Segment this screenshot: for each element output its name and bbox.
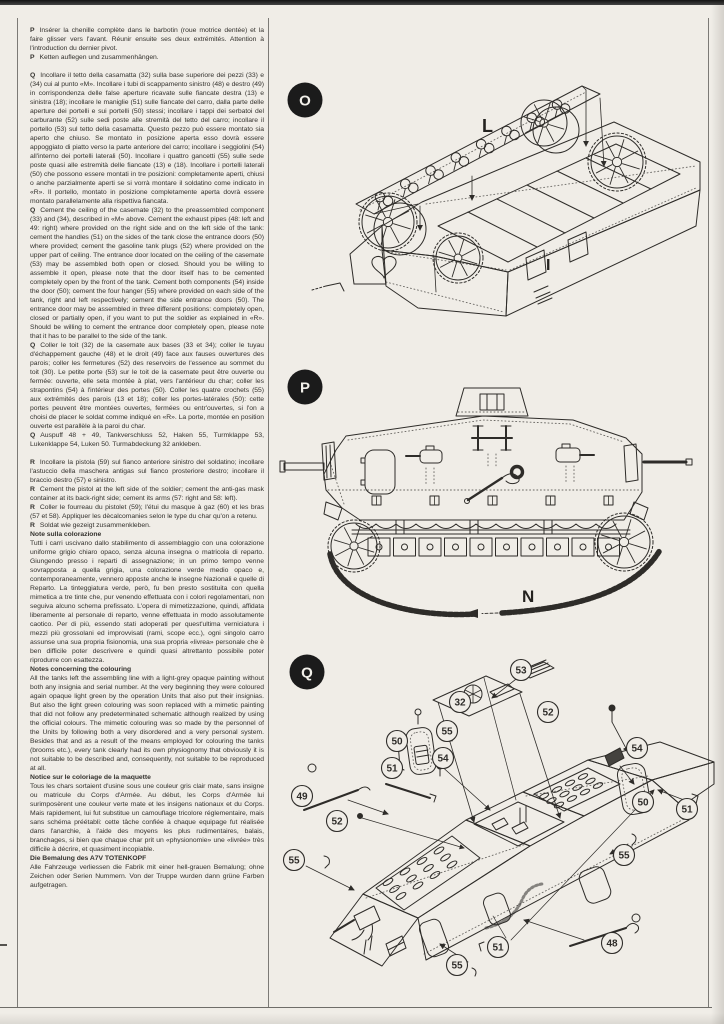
paragraph-text: Cement the ceiling of the casemate (32) to the preassembled component (33) and (34), described in «M» above. Cement the exhaust pipes (48: left and 49: right) where provided on the right side and on the left side of the tank: cement the handles (51) on the sides of the tank close the entrance doors (50) where provided; cement the gasoline tank plugs (52) where provided on the upper part of ceiling. The entrance door located on the ceiling of the casemate (53) may be assembled both open or closed. Should you be willing to assemble it open, please note that the door itself has to be cemented completely open by the front of the tank. Cement both components (54) inside the door (50); cement the four hanger (55) where provided on each side of the tank, right and left respectively; cement the side entrance doors (50). The entrance door may be assembled in three different positions: completely open, closed or partially open, if you want to put the soldier as explained in «R». Should be willing to cement the entrance door completely open, please note that it has to be parallel to the side of the tank.: [30, 207, 264, 340]
rail-wheel: [401, 179, 411, 189]
tank-side-view: [280, 388, 692, 556]
step-q-badge: [290, 655, 325, 690]
part-callout: [284, 850, 305, 871]
spoked-wheel: [591, 136, 643, 188]
assembly-label: I: [546, 257, 551, 274]
part-callout: [382, 758, 403, 779]
louvre-slot: [552, 785, 563, 793]
part-number: 48: [606, 938, 618, 950]
step-letter: P: [30, 27, 35, 34]
part-number: 52: [542, 707, 554, 719]
fuel-plug-part: [358, 814, 465, 849]
instruction-paragraph: [30, 782, 264, 854]
part-number: 49: [296, 791, 308, 803]
louvre-slot: [416, 856, 428, 866]
paragraph-text: Auspuff 48 + 49, Tankverschluss 52, Haken 55, Turmklappe 53, Lukenklappe 54, Luken 50. Turmabdeckung 32 ankleben.: [30, 432, 264, 448]
bogie: [547, 538, 569, 556]
instruction-paragraph: [30, 674, 264, 773]
handle-rod-bottom: [479, 790, 654, 951]
step-letter: R: [30, 504, 35, 511]
part-callout: [450, 692, 471, 713]
mud-chutes: [356, 524, 616, 529]
paragraph-text: Coller le toit (32) de la casemate aux bases (33 et 34); coller le tuyau d'échappement gauche (48) et le droit (49) face aux fauses ouvertures des parois; coller les fermetures (52) des reservoirs de l'essence au sommet du toit (30). Le petite porte (53) sur le toit de la casemate peut être ouverte ou fermée: ouverte, elle seta montée à plat, vers l'antérieur du char; coller les strapontins (54) à l'intérieur des portes (50). Coller les quatre crochets (55) aux extrémités des parois (13 et 18); coller les portes-latérales (50): cette portes peuvent être montées ouvertes, fermées ou entr'ouvertes, si l'on a choisi de placer le soldat comme indiqué en «R». La porte, montée en position ouverte est parallèle à la paroi du char.: [30, 342, 264, 430]
instruction-paragraph: [30, 206, 264, 341]
sprocket-teeth: [588, 133, 646, 191]
louvre-slot: [585, 777, 596, 785]
section-heading: [30, 773, 264, 782]
part-number: 52: [331, 816, 343, 828]
louvre-slot: [578, 772, 589, 780]
part-number: 32: [454, 697, 466, 709]
step-letter: Q: [30, 342, 36, 349]
section-heading: [30, 665, 264, 674]
instruction-text-column: [30, 26, 264, 1002]
part-number: 55: [618, 850, 630, 862]
bogie: [445, 538, 467, 556]
part-callout: [387, 731, 408, 752]
part-callout: [433, 748, 454, 769]
assembly-label: L: [482, 116, 493, 136]
part-number: 51: [386, 763, 398, 775]
paragraph-text: Note sulla colorazione: [30, 531, 102, 538]
part-number: 50: [391, 736, 403, 748]
instruction-paragraph: [30, 53, 264, 62]
svg-text:P: P: [299, 379, 311, 397]
inverted-hull: [312, 122, 700, 316]
scan-shadow-right: [711, 0, 724, 1024]
paragraph-text: All the tanks left the assembling line with a light-grey opaque painting without both any insignia and serial number. At the very beginning they were coloured again opaque light green by the operation Units that also put their insignias. But also the light green colouring was soon replaced with a mimetic painting that did not follow any predeterminated schematic although realized by using the official colours. The mimetic colouring was so made by the personnel of the Units by following both a very disordered and a very personal system. Besides that and as a result of the means employed for colouring the tanks (brooms etc.), every tank clearly had its own physiognomy that obviously it is not suitable to be described and, consequently, not suitable to be reproduced at all.: [30, 675, 264, 772]
instruction-paragraph: [30, 539, 264, 665]
part-number: 55: [288, 855, 300, 867]
glacis-ladder: [386, 936, 406, 956]
rail-wheel: [476, 139, 486, 149]
instruction-paragraph: [30, 341, 264, 431]
step-o-badge: [288, 83, 323, 118]
sprocket-teeth: [433, 233, 483, 283]
part-callout: [627, 738, 648, 759]
bogie: [572, 538, 594, 556]
bogie: [470, 538, 492, 556]
scan-shadow-bottom: [0, 1013, 724, 1024]
paragraph-text: Notice sur le coloriage de la maquette: [30, 774, 151, 781]
instruction-paragraph: [30, 503, 264, 521]
louvre-slot: [567, 794, 578, 802]
paragraph-text: Ketten auflegen und zusammenhängen.: [39, 54, 159, 61]
bogie: [394, 538, 416, 556]
figure-q-illustration: [268, 648, 708, 1008]
paragraph-text: Incollare la pistola (59) sul fianco anteriore sinistro del soldatino; incollare l'astuccio della maschera antigas sul fianco prosteriore destro; incollare il braccio destro (57) e sinistro.: [30, 459, 264, 484]
drive-sprockets: [328, 513, 653, 572]
louvre-slot: [559, 790, 570, 798]
paragraph-text: Insérer la chenille complète dans le barbotin (roue motrice dentée) et la faire glisser vers l'avant. Réunir ensuite ses deux extrémités. Attention à l'introduction du dernier pivot.: [30, 27, 264, 52]
louvre-panel-right: [539, 772, 604, 809]
louvre-slot: [423, 863, 435, 873]
paragraph-text: Tutti i carri uscivano dallo stabilimento di assemblaggio con una colorazione uniforme grigio chiaro opaco, senza alcuna insegna o matricola di reparto. Giungendo presso i reparti di assegnazione; in un primo tempo venne sovrapposta a quella grigia, una colorazione verde medio opaco e, contemporaneamente, vennero apposte anche le insegne Nazionali e quelle di Reparto. La tinteggiatura verde, però, fu ben presto sostituita con quella mimetica a tre tinte che, pur venendo effettuata con i colori regolamentari, non seguiva alcuno schema prefissato. L'opera di mimetizzazione, quindi, affidata liberamente al personale di reparto, venne effettuata in modo assolutamente caotico. Per di più, essendo stati adoperati per quest'ultima verniciatura i mezzi più grossolani ed improvvisati (rami, scope ecc.), ogni singolo carro assunse una sua propria fisionomia, una sua propria «livrea» personale che è ben difficile poter descrivere e quindi quasi altrettanto possibile poter riprodurre con esattezza.: [30, 540, 264, 664]
mg-mount-left: [406, 446, 442, 463]
louvre-slot: [440, 853, 452, 863]
part-callout: [511, 660, 532, 681]
part-callout: [538, 702, 559, 723]
louvre-panel-left: [382, 846, 458, 901]
right-column-rule: [708, 18, 709, 1008]
page-top-edge: [0, 0, 724, 5]
instruction-paragraph: [30, 26, 264, 53]
step-letter: R: [30, 522, 35, 529]
paragraph-text: Soldat wie gezeigt zusammenkleben.: [39, 522, 151, 529]
louvre-slot: [593, 781, 604, 789]
bogie: [419, 538, 441, 556]
louvre-slot: [565, 779, 576, 787]
figure-o-illustration: [268, 20, 708, 362]
part-callout: [602, 933, 623, 954]
louvre-slot: [395, 891, 407, 901]
part-callout: [614, 845, 635, 866]
louvre-slot: [580, 788, 591, 796]
part-number: 55: [451, 960, 463, 972]
starting-crank: [465, 474, 520, 504]
instruction-paragraph: [30, 863, 264, 890]
mg-mount-right: [556, 444, 594, 462]
part-number: 51: [681, 804, 693, 816]
track-chain: [330, 550, 660, 618]
paragraph-text: Die Bemalung des A7V TOTENKOPF: [30, 855, 147, 862]
louvre-slot: [539, 792, 550, 800]
rail-wheel: [451, 153, 461, 163]
step-letter: Q: [30, 207, 36, 214]
step-p-badge: [288, 370, 323, 405]
bogie: [521, 538, 543, 556]
road-wheel-bogies: [368, 538, 620, 556]
part-callout: [292, 786, 313, 807]
front-machine-gun: [334, 906, 380, 954]
side-door: [365, 450, 395, 494]
part-callout: [677, 799, 698, 820]
exhaust-route: [486, 884, 542, 928]
part-number: 53: [515, 665, 527, 677]
instruction-paragraph: [30, 458, 264, 485]
part-callout: [327, 811, 348, 832]
paragraph-text: Tous les chars sortaient d'usine sous une couleur gris clair mate, sans insigne ou matricule du Corps d'Armée. Au début, les Corps d'Armée lui surimposèrent une couleur verte mate et les insigens nationaux et du Corps. Mais rapidement, lui fut substitue un camouflage tricolore réglementaire, mais sans schéma préétabli: cette tâche confiée à chaque equipage fut réalisée dans l'anarchie, à l'aide des moyens les plus rudimentaires, balais, branchages, si bien que chaque char prit un «physionomie» une «livrée» très difficile à décrire, et quasiment incopiable.: [30, 783, 264, 853]
svg-text:O: O: [299, 92, 311, 110]
part-number: 54: [437, 753, 449, 765]
front-gun: [280, 442, 336, 480]
section-heading: [30, 530, 264, 539]
part-callout: [488, 937, 509, 958]
section-heading: [30, 854, 264, 863]
bogie: [496, 538, 518, 556]
print-registration-mark: [0, 944, 7, 946]
louvre-slot: [389, 884, 401, 894]
figure-p-illustration: [268, 362, 708, 648]
paragraph-text: Incollare il tetto della casamatta (32) sulla base superiore dei pezzi (33) e (34) cui al punto «M». Incollare i tubi di scappamento sinistro (48) e destro (49) in corrispondenza delle false aperture ricavate sulle fiancate destra (13) e sinistra (18); incollare le maniglie (51) sulle fiancate del carro, dalla parte delle aperture dei portelli e sui portelli (50) stessi; incollare i tappi dei serbatoi del carburante (52) sulle sedi poste alle stremità del tetto del carro; incollare il portello (53) sul tetto della casamatta. Questo pezzo può essere montato sia aperto che chiuso. Se montato in posizione aperta esso dovrà essere appoggiato di piatto verso la parte anteriore del carro; incollare i seggiolini (54) all'interno dei portelli laterali (50). Incollare i quattro gancetti (55) sulle sede poste quasi alle estremità delle fiancate (13) e (18). Incollare i portelli laterali (50) che possono essere montati in tre posizioni: completamente aperti, chiusi o anche parzialmente aperti se si vorrà montare il soldatino come indicato in «R». Il portello, montato in posizione completamente aperta dovrà essere montato parallelamente alla rispettiva fiancata.: [30, 72, 264, 205]
instruction-paragraph: [30, 431, 264, 449]
wheel-rail-assembly: [356, 86, 600, 214]
paragraph-text: Alle Fahrzeuge verliessen die Fabrik mit einer hell-grauen Bemalung; ohne Zeichen oder Serien Nummern. Von der Truppe wurden dann grüne Farben aufgetragen.: [30, 864, 264, 889]
paragraph-text: Notes concerning the colouring: [30, 666, 132, 673]
part-number: 50: [637, 797, 649, 809]
svg-text:Q: Q: [301, 664, 313, 682]
instruction-paragraph: [30, 485, 264, 503]
rail-wheel: [502, 126, 512, 136]
step-letter: Q: [30, 432, 36, 439]
louvre-slot: [572, 783, 583, 791]
spoked-wheel: [598, 516, 650, 568]
sprocket-teeth: [595, 513, 653, 571]
louvre-slot: [406, 874, 418, 884]
step-letter: Q: [30, 72, 36, 79]
left-column-rule: [17, 18, 18, 1008]
footboard-bracket: [472, 426, 512, 450]
louvre-slot: [446, 860, 458, 870]
instruction-paragraph: [30, 71, 264, 206]
part-callout: [437, 721, 458, 742]
part-callout: [447, 955, 468, 976]
instruction-paragraph: [30, 521, 264, 530]
bogie: [368, 538, 390, 556]
hull-cleats: [372, 496, 613, 505]
part-callout: [633, 792, 654, 813]
part-number: 51: [492, 942, 504, 954]
cupola: [456, 388, 528, 416]
step-letter: R: [30, 459, 35, 466]
paragraph-text: Cement the pistol at the left side of the soldier; cement the anti-gas mask container at its back-right side; cement its arms (57: right and 58: left).: [30, 486, 264, 502]
part-number: 54: [631, 743, 643, 755]
louvre-slot: [433, 846, 445, 856]
paragraph-text: Coller le fourreau du pistolet (59); l'étui du masque à gaz (60) et les bras (57 et 58). Appliquer les dècalcomanies selon le type du char qu'on a retenu.: [30, 504, 264, 520]
part-number: 55: [441, 726, 453, 738]
rail-wheel: [426, 166, 436, 176]
exhaust-pipe-left-part: [304, 764, 388, 814]
assembly-label: N: [522, 587, 535, 606]
step-letter: P: [30, 54, 35, 61]
step-letter: R: [30, 486, 35, 493]
